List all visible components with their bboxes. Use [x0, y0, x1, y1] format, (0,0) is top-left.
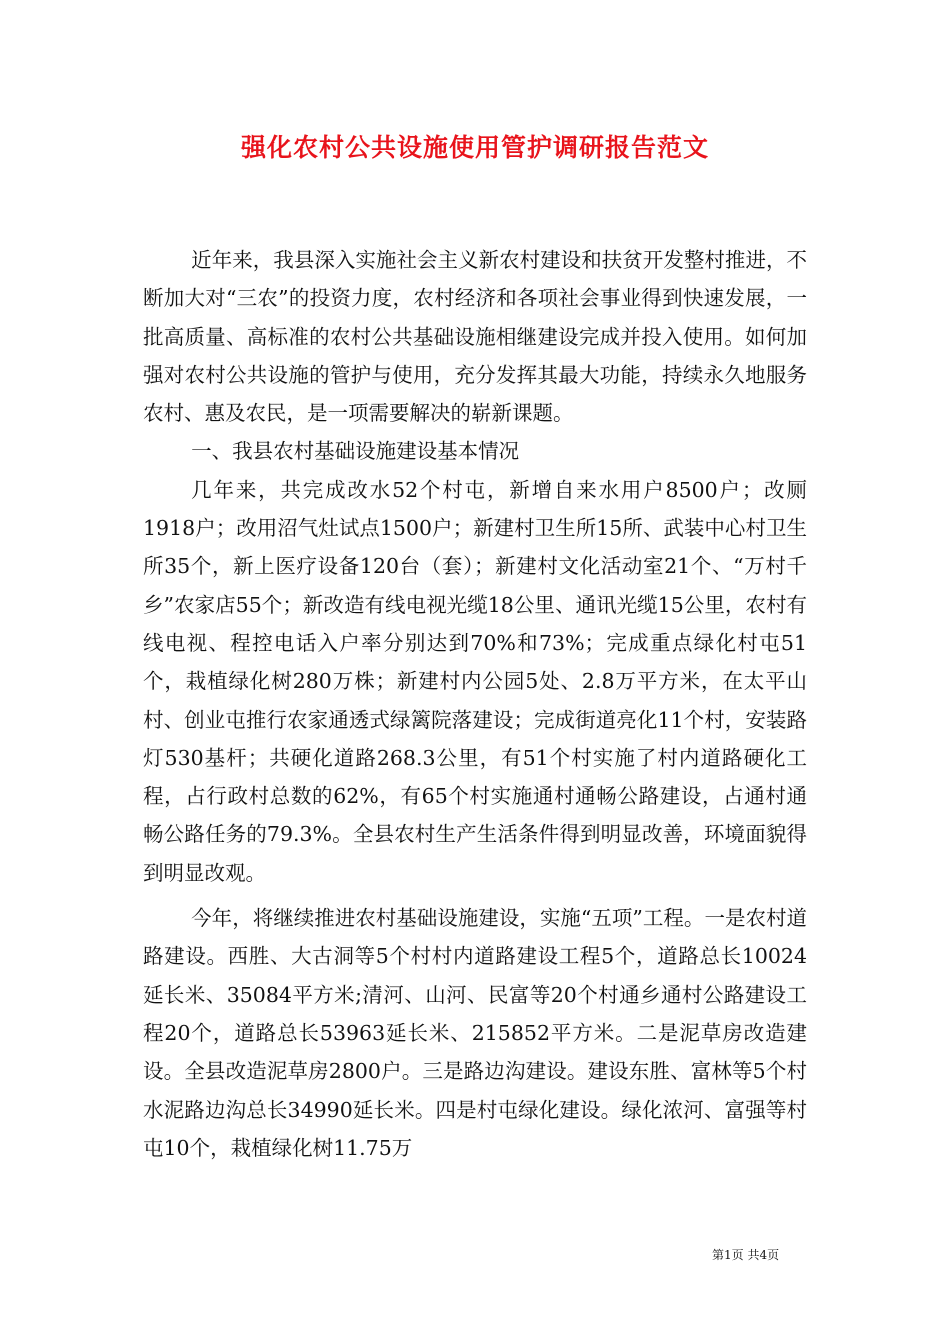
construction-summary-paragraph: 几年来，共完成改水52个村屯，新增自来水用户8500户；改厕1918户；改用沼气灶试点1500户；新建村卫生所15所、武装中心村卫生所35个，新上医疗设备120台（套）；新建村文化活动室21个、“万村千乡”农家店55个；新改造有线电视光缆18公里、通讯光缆15公里，农村有线电视、程控电话入户率分别达到70%和73%；完成重点绿化村屯51个，栽植绿化树280万株；新建村内公园5处、2.8万平方米，在太平山村、创业屯推行农家通透式绿篱院落建设；完成街道亮化11个村，安装路灯530基杆；共硬化道路268.3公里，有51个村实施了村内道路硬化工程，占行政村总数的62%，有65个村实施通村通畅公路建设，占通村通畅公路任务的79.3%。全县农村生产生活条件得到明显改善，环境面貌得到明显改观。: [143, 477, 807, 885]
section-heading: 一、我县农村基础设施建设基本情况: [191, 439, 520, 464]
intro-paragraph: 近年来，我县深入实施社会主义新农村建设和扶贫开发整村推进，不断加大对“三农”的投资力度，农村经济和各项社会事业得到快速发展，一批高质量、高标准的农村公共基础设施相继建设完成并投入使用。如何加强对农村公共设施的管护与使用，充分发挥其最大功能，持续永久地服务农村、惠及农民，是一项需要解决的崭新课题。: [143, 248, 807, 426]
current-year-plan-paragraph: 今年，将继续推进农村基础设施建设，实施“五项”工程。一是农村道路建设。西胜、大古洞等5个村村内道路建设工程5个，道路总长10024延长米、35084平方米;清河、山河、民富等20个村通乡通村公路建设工程20个，道路总长53963延长米、215852平方米。二是泥草房改造建设。全县改造泥草房2800户。三是路边沟建设。建设东胜、富林等5个村水泥路边沟总长34990延长米。四是村屯绿化建设。绿化浓河、富强等村屯10个，栽植绿化树11.75万: [143, 906, 807, 1160]
page-number: 第1页 共4页: [712, 1248, 780, 1262]
document-title: 强化农村公共设施使用管护调研报告范文: [240, 133, 709, 162]
document-body: [143, 241, 807, 1167]
